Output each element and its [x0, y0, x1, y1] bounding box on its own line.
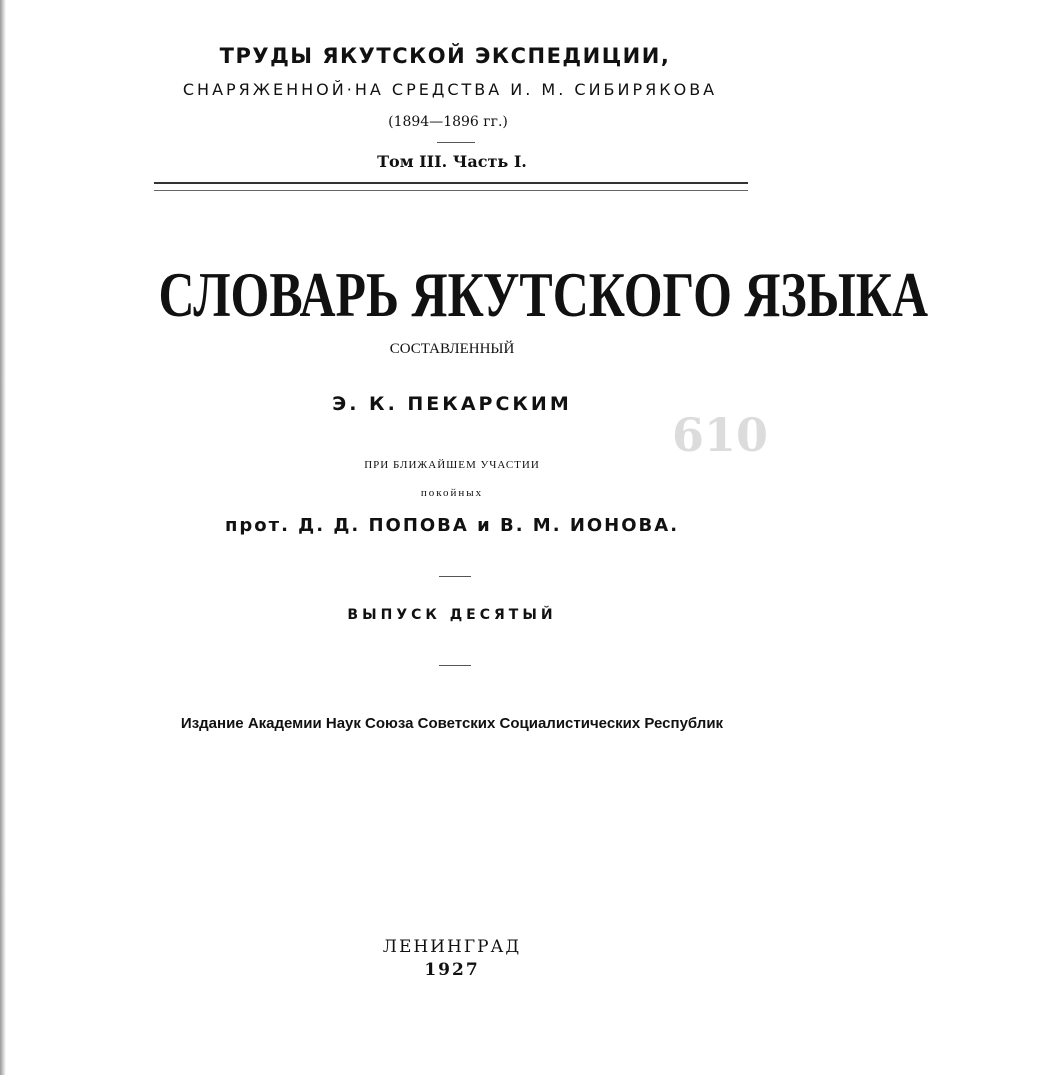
library-stamp: 610 — [672, 408, 769, 462]
participation-label: ПРИ БЛИЖАЙШЕМ УЧАСТИИ — [364, 459, 540, 471]
deceased-label: покойных — [420, 487, 484, 499]
volume-part: Том III. Часть I. — [377, 152, 527, 171]
imprint-city: ЛЕНИНГРАД — [382, 937, 522, 957]
author-name: Э. К. ПЕКАРСКИМ — [332, 393, 572, 415]
double-rule-divider — [154, 182, 748, 191]
page-edge-shadow — [0, 0, 6, 1075]
imprint-year: 1927 — [424, 960, 480, 980]
short-divider-middle — [439, 576, 471, 577]
series-title: ТРУДЫ ЯКУТСКОЙ ЭКСПЕДИЦИИ, — [219, 44, 671, 68]
series-subtitle: СНАРЯЖЕННОЙ·НА СРЕДСТВА И. М. СИБИРЯКОВА — [182, 80, 718, 99]
short-divider-top — [437, 142, 475, 143]
issue-number: ВЫПУСК ДЕСЯТЫЙ — [347, 607, 557, 623]
dictionary-title — [50, 258, 929, 332]
short-divider-lower — [439, 665, 471, 666]
expedition-years: (1894—1896 гг.) — [388, 114, 508, 130]
compiled-label: СОСТАВЛЕННЫЙ — [389, 341, 515, 357]
coauthors: прот. Д. Д. ПОПОВА и В. М. ИОНОВА. — [224, 515, 680, 536]
dictionary-title-text: СЛОВАРЬ ЯКУТСКОГО ЯЗЫКА — [158, 259, 929, 330]
publisher: Издание Академии Наук Союза Советских Социалистических Республик — [180, 715, 724, 732]
